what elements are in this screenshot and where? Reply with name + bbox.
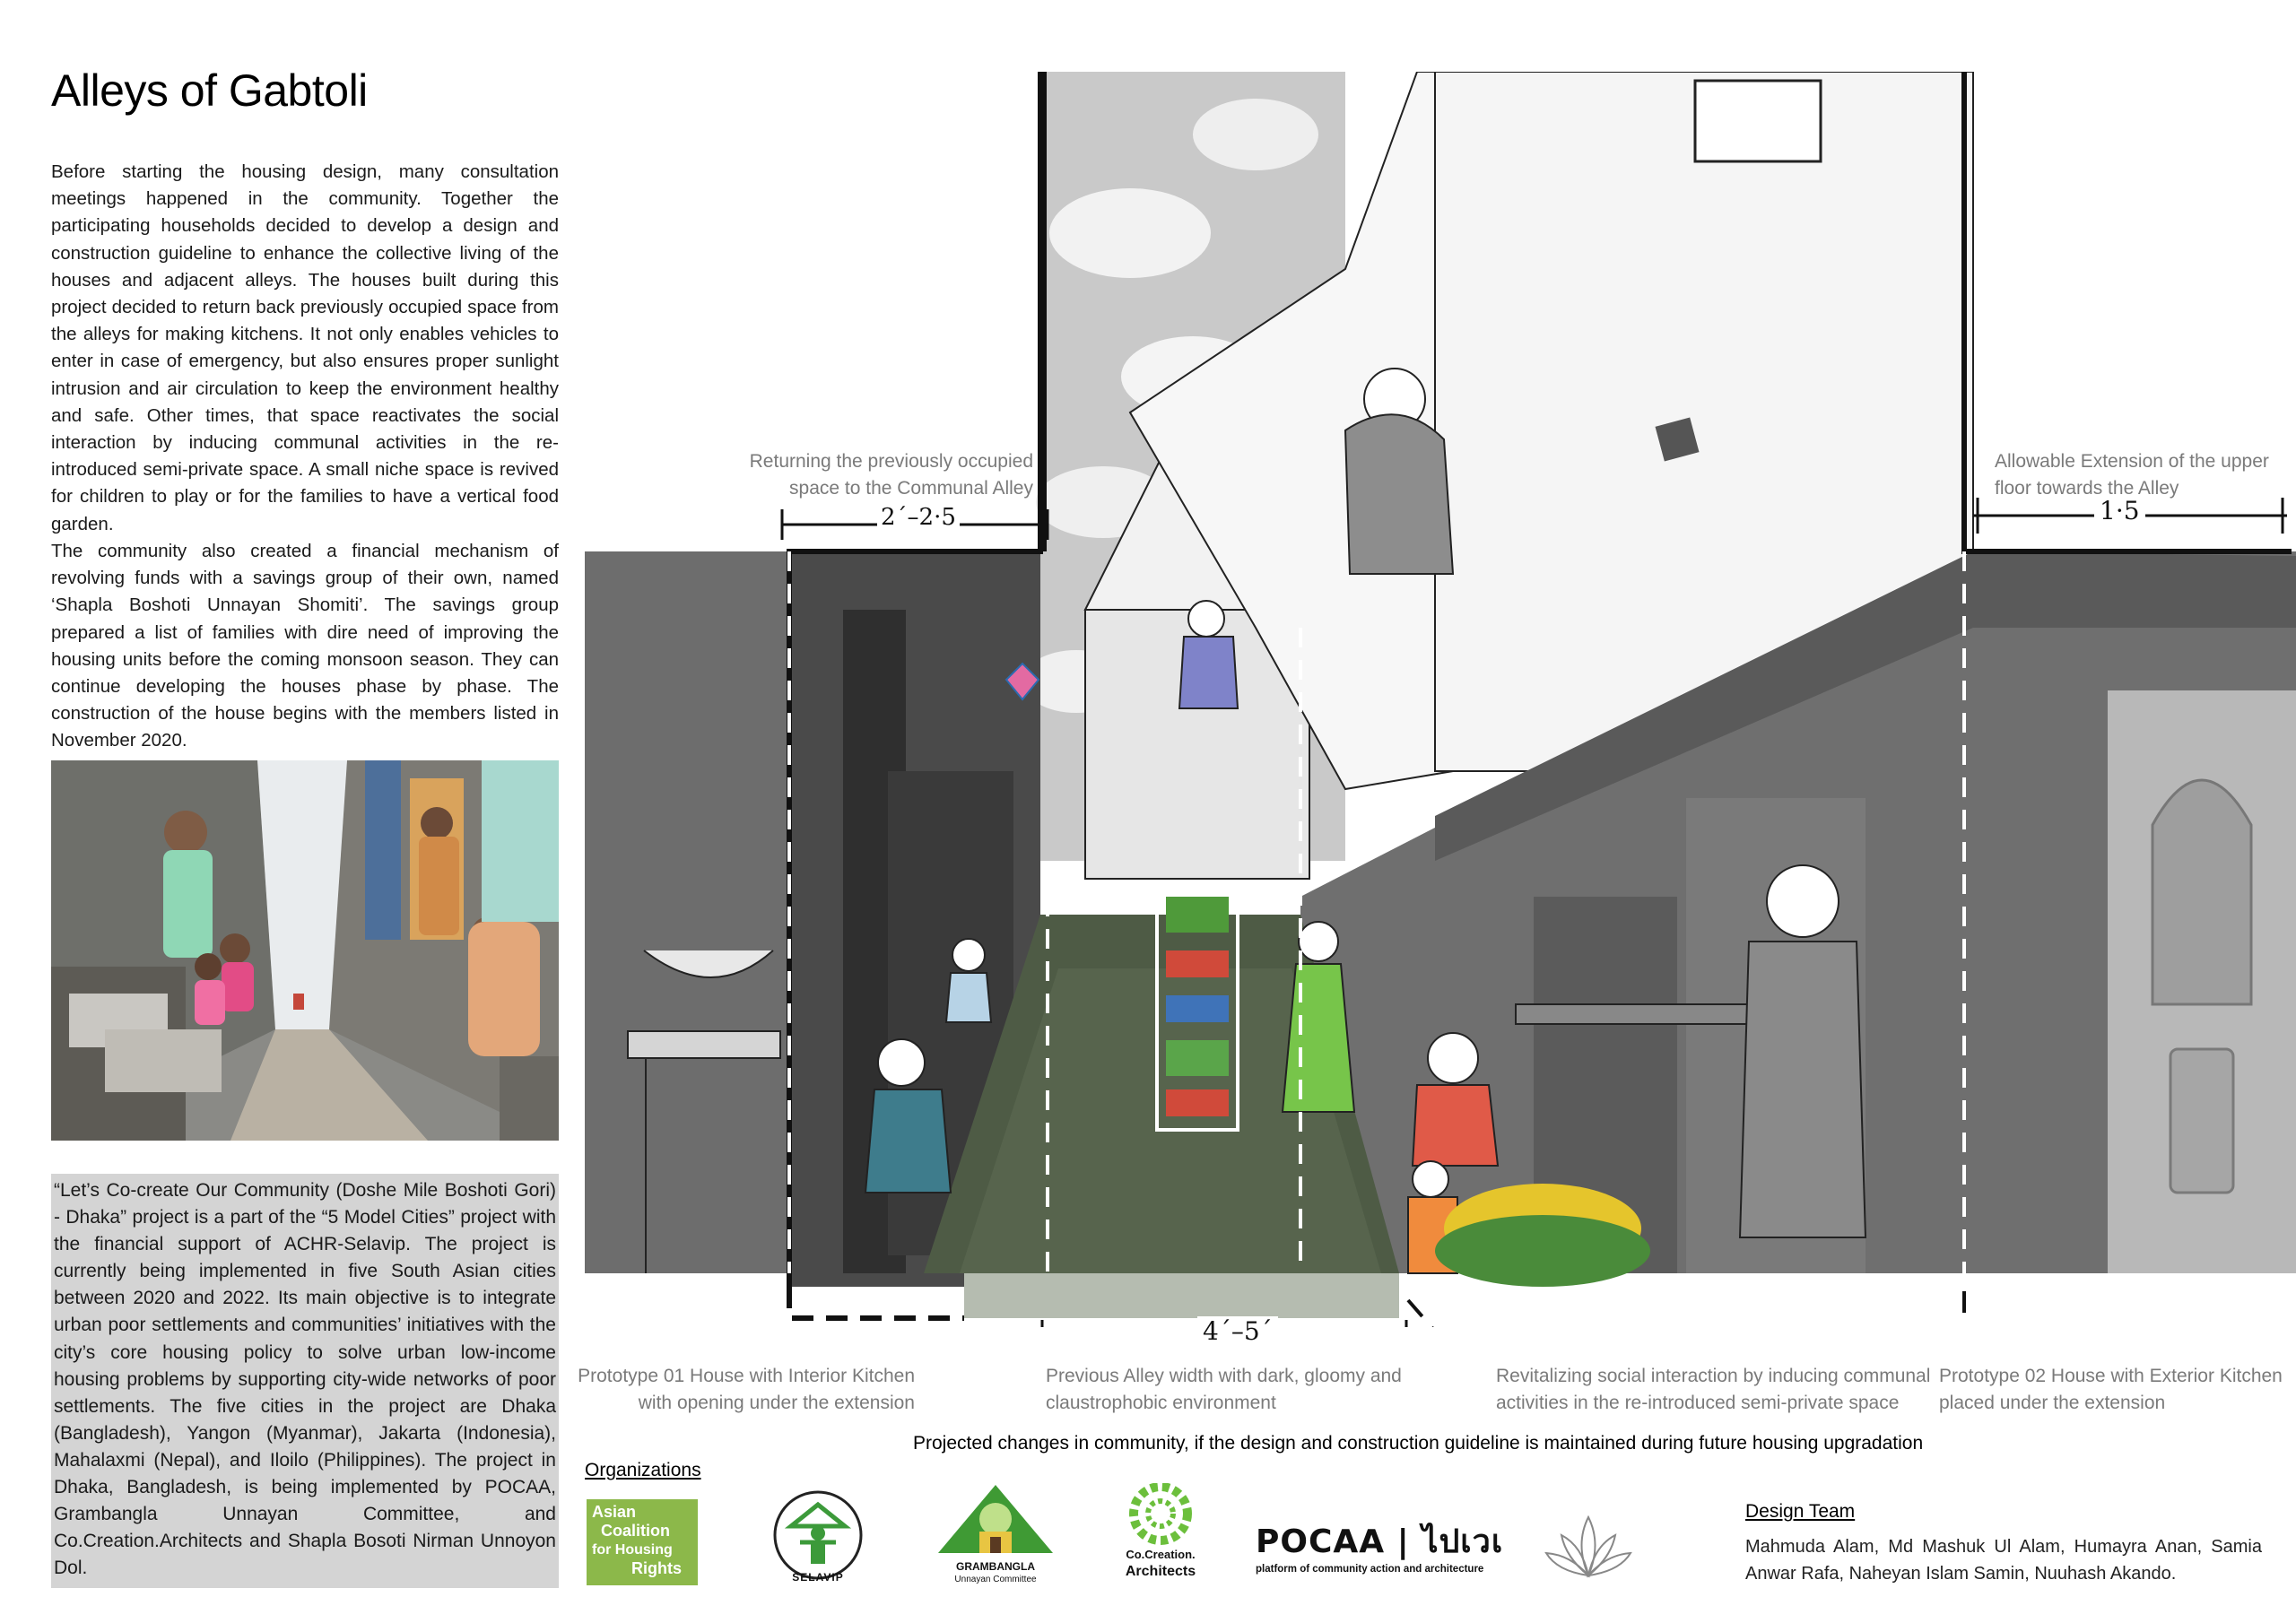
selavip-icon [771, 1488, 865, 1582]
projected-changes-text: Projected changes in community, if the design and construction guideline is maintained during future housing upgradation [913, 1433, 1924, 1454]
lotus-logo [1539, 1508, 1638, 1589]
caption-allowable-extension: Allowable Extension of the upper floor towards the Alley [1995, 451, 2269, 499]
achr-logo: Asian Coalition for Housing Rights [587, 1499, 698, 1585]
organizations-heading: Organizations [585, 1460, 701, 1480]
grambangla-logo: GRAMBANGLA Unnayan Committee [935, 1481, 1057, 1591]
cocreation-icon [1116, 1483, 1205, 1546]
caption-returning: Returning the previously occupied space to the Communal Alley [749, 451, 1033, 499]
project-info-text: “Let’s Co-create Our Community (Doshe Mile Boshoti Gori) - Dhaka” project is a part of the “5 Model Cities” project with the financial support of ACHR-Selavip. The project is currently being implemented in five South Asian cities between 2020 and 2022. Its main objective is to integrate urban poor settlements and communities’ initiatives with the city’s core housing policy to solve urban low-income housing problems by supporting city-wide networks of poor settlements. The five cities in the project are Dhaka (Bangladesh), Yangon (Myanmar), Jakarta (Indonesia), Mahalaxmi (Nepal), and Iloilo (Philippines). The project in Dhaka, Bangladesh, is being implemented by POCAA, Grambangla Unnayan Committee, and Co.Creation.Architects and Shapla Bosoti Nirman Unnoyon Dol. [54, 1180, 556, 1579]
design-team-members: Mahmuda Alam, Md Mashuk Ul Alam, Humayra Anan, Samia Anwar Rafa, Naheyan Islam Samin, Nuuhash Akando. [1745, 1537, 2262, 1584]
project-info-box [51, 1174, 559, 1588]
dimension-label-top-left: 2´–2·5 [877, 504, 960, 531]
caption-prototype-01: Prototype 01 House with Interior Kitchen with opening under the extension [578, 1366, 915, 1413]
finance-paragraph: The community also created a financial mechanism of revolving funds with a savings group of their own, named ‘Shapla Boshoti Unnayan Shomiti’. The savings group prepared a list of families with dire need of improving the housing units before the coming monsoon season. They can continue developing the houses phase by phase. The construction of the house begins with the members listed in November 2020. [51, 541, 559, 751]
intro-paragraph: Before starting the housing design, many consultation meetings happened in the community. Together the participating households decided to develop a design and construction guideline to enhance the collective living of the houses and adjacent alleys. The houses built during this project decided to return back previously occupied space from the alleys for making kitchens. It not only enables vehicles to enter in case of emergency, but also ensures proper sunlight intrusion and air circulation to keep the environment healthy and safe. Other times, that space reactivates the social interaction by inducing communal activities in the re-introduced semi-private space. A small niche space is revived for children to play or for the families to have a vertical food garden. [51, 161, 559, 534]
caption-revitalizing: Revitalizing social interaction by inducing communal activities in the re-introduced semi-private space [1496, 1366, 1931, 1413]
alley-photo [51, 760, 559, 1141]
design-team-heading: Design Team [1745, 1501, 1856, 1522]
selavip-logo: SELAVIP [771, 1488, 865, 1593]
cocreation-logo: Co.Creation. Architects [1116, 1483, 1205, 1589]
alley-illustration [583, 72, 2296, 1327]
grambangla-icon [935, 1481, 1057, 1562]
pocaa-logo: POCAA | ไปเวเ platform of community action and architecture [1256, 1523, 1504, 1575]
page-title: Alleys of Gabtoli [51, 65, 368, 116]
left-building [585, 551, 791, 1273]
caption-previous-alley: Previous Alley width with dark, gloomy and claustrophobic environment [1046, 1366, 1402, 1413]
caption-prototype-02: Prototype 02 House with Exterior Kitchen placed under the extension [1939, 1366, 2283, 1413]
lotus-icon [1539, 1508, 1638, 1589]
dimension-label-bottom: 4´–5´ [1197, 1316, 1278, 1346]
dimension-label-top-right: 1·5 [2094, 496, 2145, 525]
